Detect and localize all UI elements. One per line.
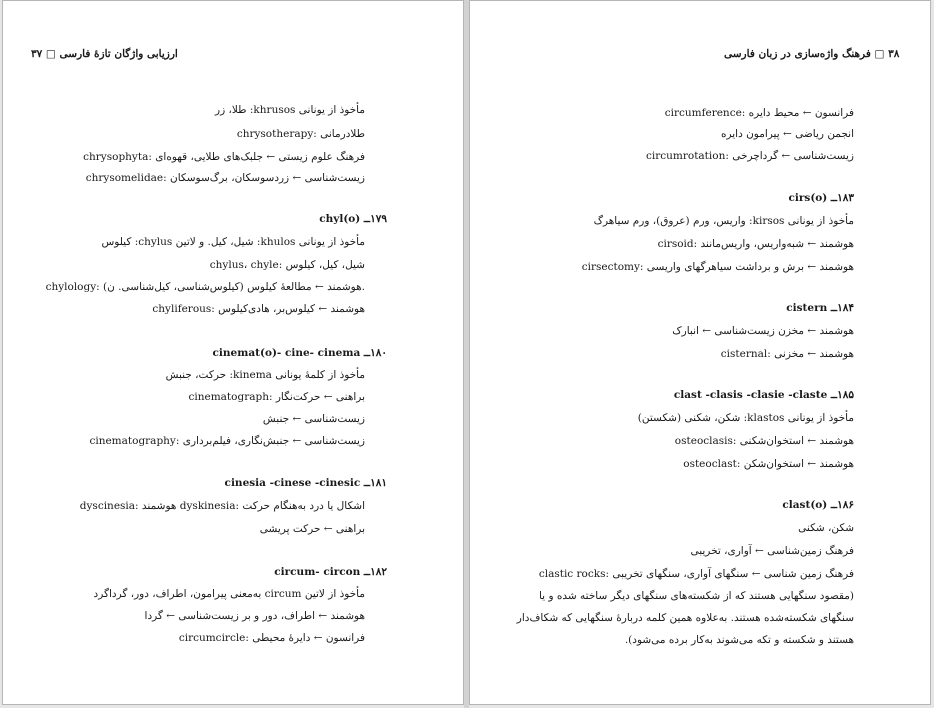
- entry-line: مأخوذ از یونانی khulos: شیل، کیل. و لاتین chylus: کیلوس: [101, 236, 365, 248]
- entry-line: هوشمند ← مخزن زیست‌شناسی ← انبارک: [672, 325, 854, 337]
- entry-line: osteoclast: هوشمند ← استخوان‌شکن: [683, 458, 854, 470]
- right-page-header: ۳۸ □ فرهنگ واژه‌سازی در زبان فارسی: [724, 48, 900, 60]
- entry-line: فرهنگ زمین‌شناسی ← آواری، تخریبی: [690, 545, 854, 557]
- entry-heading: ۱۸۵ــ clast -clasis -clasie -claste: [673, 389, 854, 401]
- entry-heading: ۱۷۹ــ chyl(o): [319, 213, 387, 225]
- entry-line: chrysotherapy: طلادرمانی: [236, 128, 365, 140]
- entry-heading: ۱۸۳ــ cirs(o): [788, 192, 854, 204]
- entry-line: cinematograph: براهنی ← حرکت‌نگار: [188, 391, 365, 403]
- entry-line: chyliferous: هوشمند ← کیلوس‌بر، هادی‌کیلوس: [152, 303, 365, 315]
- entry-line: cinematography: زیست‌شناسی ← جنبش‌نگاری، فیلم‌برداری: [89, 435, 365, 447]
- entry-line: شکن، شکنی: [798, 522, 854, 534]
- entry-line: clastic rocks: فرهنگ زمین شناسی ← سنگهای آواری، سنگهای تخریبی: [538, 568, 854, 580]
- entry-line: مأخوذ از یونانی klastos: شکن، شکنی (شکستن): [637, 412, 854, 424]
- left-page-header: ارزیابی واژگان تازهٔ فارسی □ ۳۷: [31, 48, 178, 60]
- entry-line: osteoclasis: هوشمند ← استخوان‌شکنی: [674, 435, 854, 447]
- entry-line: circumference: فرانسون ← محیط دایره: [664, 107, 854, 119]
- entry-line: سنگهای شکسته‌شده هستند. به‌علاوه همین کلمه دربارهٔ سنگهایی که شکاف‌دار: [516, 612, 854, 624]
- entry-heading: ۱۸۶ــ clast(o): [782, 499, 854, 511]
- entry-line: هستند و شکسته و تکه می‌شوند به‌کار برده می‌شود).: [624, 634, 854, 646]
- entry-line: (مقصود سنگهایی هستند که از شکسته‌های سنگهای دیگر ساخته شده و یا: [538, 590, 854, 602]
- entry-heading: ۱۸۴ــ cistern: [786, 302, 854, 314]
- entry-line: مأخوذ از یونانی kirsos: واریس، ورم (عروق)، ورم سیاهرگ: [593, 215, 854, 227]
- entry-line: انجمن ریاضی ← پیرامون دایره: [720, 128, 854, 140]
- entry-line: مأخوذ از کلمهٔ یونانی kinema: حرکت، جنبش: [165, 369, 365, 381]
- entry-line: هوشمند ← اطراف، دور و بر زیست‌شناسی ← گردا: [144, 610, 365, 622]
- entry-line: dyscinesia: هوشمند dyskinesia: اشکال یا درد به‌هنگام حرکت: [79, 500, 365, 512]
- entry-line: cirsoid: هوشمند ← شبه‌واریس، واریس‌مانند: [657, 238, 854, 250]
- entry-line: chylus، chyle: شیل، کیل، کیلوس: [209, 259, 365, 271]
- entry-heading: ۱۸۰ــ cinemat(o)- cine- cinema: [212, 347, 387, 359]
- entry-line: مأخوذ از لاتین circum به‌معنی پیرامون، اطراف، دور، گرداگرد: [93, 588, 365, 600]
- entry-heading: ۱۸۲ــ circum- circon: [274, 566, 387, 578]
- entry-line: circumrotation: زیست‌شناسی ← گرداچرخی: [646, 150, 854, 162]
- entry-heading: ۱۸۱ــ cinesia -cinese -cinesic: [224, 477, 387, 489]
- entry-line: cirsectomy: هوشمند ← برش و برداشت سیاهرگهای واریسی: [581, 261, 854, 273]
- entry-line: chylology: هوشمند ← مطالعهٔ کیلوس (کیلوس‌شناسی، کیل‌شناسی. ن).: [45, 281, 365, 293]
- right-page: [469, 0, 931, 705]
- left-page: [2, 0, 464, 705]
- entry-line: circumcircle: فرانسون ← دایرهٔ محیطی: [178, 632, 365, 644]
- entry-line: cisternal: هوشمند ← مخزنی: [720, 348, 854, 360]
- entry-line: chrysomelidae: زیست‌شناسی ← زردسوسکان، برگ‌سوسکان: [85, 172, 365, 184]
- entry-line: مأخوذ از یونانی khrusos: طلا، زر: [215, 104, 365, 116]
- entry-line: chrysophyta: فرهنگ علوم زیستی ← جلبک‌های طلایی، قهوه‌ای: [83, 151, 365, 163]
- entry-line: زیست‌شناسی ← جنبش: [262, 413, 365, 425]
- entry-line: براهنی ← حرکت پریشی: [259, 523, 365, 535]
